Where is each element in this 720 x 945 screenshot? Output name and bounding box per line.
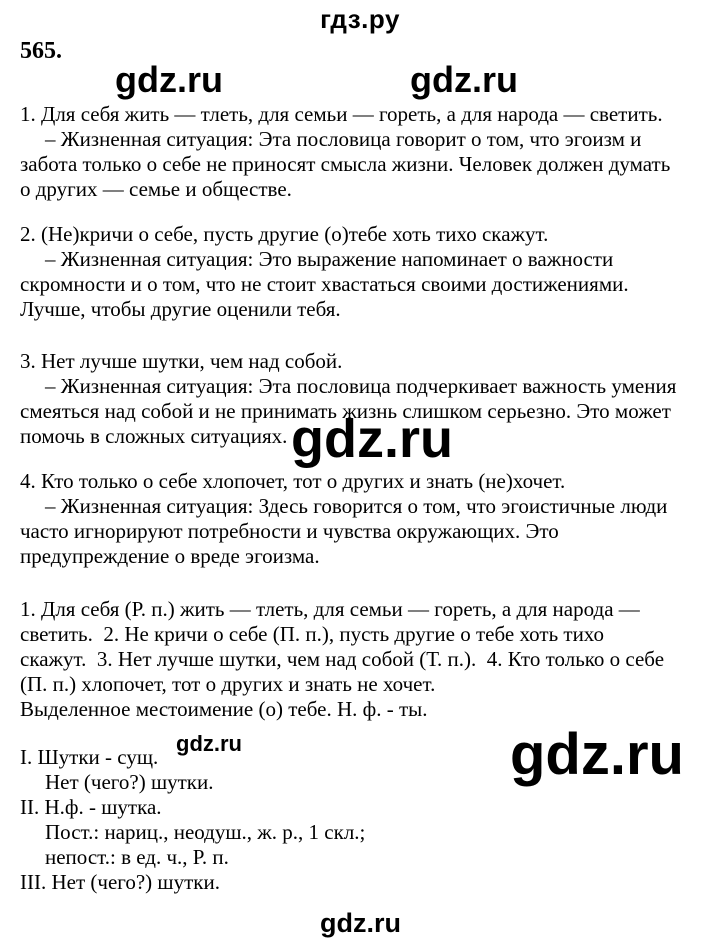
text-line: часто игнорируют потребности и чувства окружающих. Это (20, 519, 559, 543)
text-line: Пост.: нариц., неодуш., ж. р., 1 скл.; (45, 820, 366, 844)
text-line: Выделенное местоимение (о) тебе. Н. ф. - ты. (20, 697, 428, 721)
paragraph-proverb-1 (20, 102, 712, 202)
text-line: предупреждение о вреде эгоизма. (20, 544, 320, 568)
text-line: помочь в сложных ситуациях. (20, 424, 288, 448)
text-line: – Жизненная ситуация: Это выражение напоминает о важности (45, 247, 614, 271)
paragraph-proverb-4 (20, 469, 712, 569)
text-line: смеяться над собой и не принимать жизнь слишком серьезно. Это может (20, 399, 671, 423)
text-line: – Жизненная ситуация: Здесь говорится о том, что эгоистичные люди (45, 494, 668, 518)
text-line: непост.: в ед. ч., Р. п. (45, 845, 229, 869)
watermark-top-left: gdz.ru (115, 59, 223, 100)
site-title: гдз.ру (320, 4, 400, 34)
text-line: 2. (Не)кричи о себе, пусть другие (о)тебе хоть тихо скажут. (20, 222, 549, 246)
watermark-middle: gdz.ru (291, 409, 453, 469)
text-line: скромности и о том, что не стоит хвастаться своими достижениями. (20, 272, 629, 296)
text-line: 3. Нет лучше шутки, чем над собой. (20, 349, 343, 373)
text-line: скажут. 3. Нет лучше шутки, чем над собой (Т. п.). 4. Кто только о себе (20, 647, 665, 671)
text-line: III. Нет (чего?) шутки. (20, 870, 220, 894)
watermark-right-large: gdz.ru (510, 722, 684, 787)
text-line: 1. Для себя (Р. п.) жить — тлеть, для семьи — гореть, а для народа — (20, 597, 640, 621)
paragraph-case-analysis (20, 597, 712, 722)
text-line: Лучше, чтобы другие оценили тебя. (20, 297, 341, 321)
text-line: забота только о себе не приносят смысла жизни. Человек должен думать (20, 152, 671, 176)
text-line: светить. 2. Не кричи о себе (П. п.), пусть другие о тебе хоть тихо (20, 622, 605, 646)
watermark-top-right: gdz.ru (410, 59, 518, 100)
text-line: 1. Для себя жить — тлеть, для семьи — гореть, а для народа — светить. (20, 102, 663, 126)
watermark-small: gdz.ru (176, 731, 242, 756)
watermark-bottom: gdz.ru (320, 908, 401, 938)
text-line: о других — семье и обществе. (20, 177, 292, 201)
text-line: II. Н.ф. - шутка. (20, 795, 162, 819)
text-line: 4. Кто только о себе хлопочет, тот о других и знать (не)хочет. (20, 469, 566, 493)
exercise-number: 565. (20, 38, 62, 64)
text-line: – Жизненная ситуация: Эта пословица говорит о том, что эгоизм и (45, 127, 642, 151)
paragraph-proverb-2 (20, 222, 712, 322)
text-line: Нет (чего?) шутки. (45, 770, 214, 794)
text-line: I. Шутки - сущ. (20, 745, 159, 769)
text-line: (П. п.) хлопочет, тот о других и знать не хочет. (20, 672, 436, 696)
text-line: – Жизненная ситуация: Эта пословица подчеркивает важность умения (45, 374, 677, 398)
